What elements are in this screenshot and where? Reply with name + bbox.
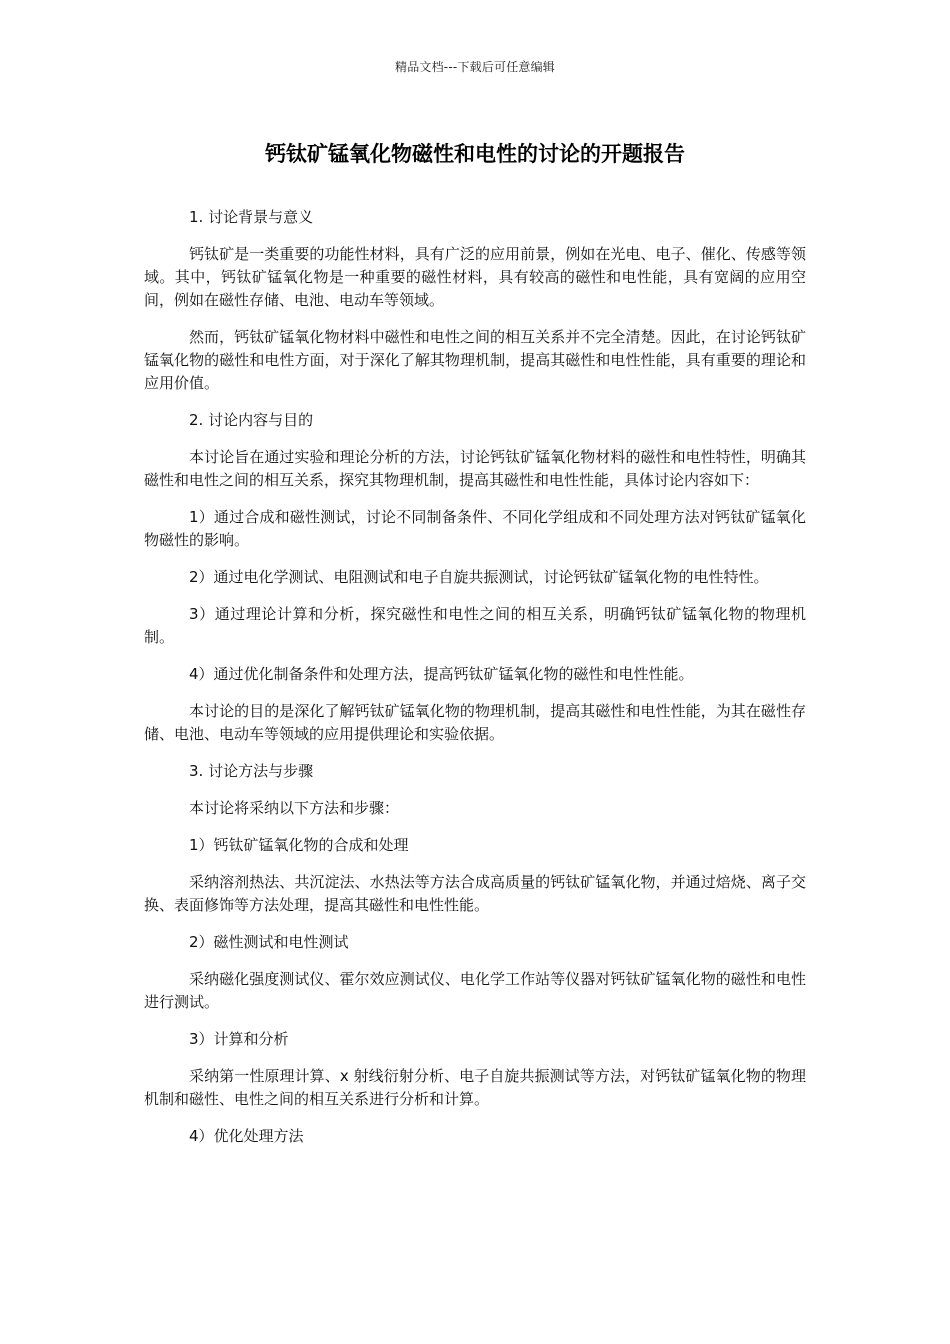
body-paragraph: 本讨论的目的是深化了解钙钛矿锰氧化物的物理机制，提高其磁性和电性性能，为其在磁性存储、电池、电动车等领域的应用提供理论和实验依据。 bbox=[144, 702, 806, 743]
list-item: 1）通过合成和磁性测试，讨论不同制备条件、不同化学组成和不同处理方法对钙钛矿锰氧化物磁性的影响。 bbox=[144, 508, 806, 549]
subheading: 2）磁性测试和电性测试 bbox=[189, 933, 349, 951]
list-item: 3）通过理论计算和分析，探究磁性和电性之间的相互关系，明确钙钛矿锰氧化物的物理机制。 bbox=[144, 605, 806, 646]
section-heading-methods: 3. 讨论方法与步骤 bbox=[189, 762, 314, 780]
body-paragraph: 采纳第一性原理计算、x 射线衍射分析、电子自旋共振测试等方法，对钙钛矿锰氧化物的物理机制和磁性、电性之间的相互关系进行分析和计算。 bbox=[144, 1067, 806, 1108]
list-item: 2）通过电化学测试、电阻测试和电子自旋共振测试，讨论钙钛矿锰氧化物的电性特性。 bbox=[189, 568, 769, 586]
section-heading-content: 2. 讨论内容与目的 bbox=[189, 411, 314, 429]
section-heading-background: 1. 讨论背景与意义 bbox=[189, 208, 314, 226]
body-paragraph: 本讨论将采纳以下方法和步骤： bbox=[189, 799, 400, 817]
subheading: 1）钙钛矿锰氧化物的合成和处理 bbox=[189, 836, 409, 854]
body-paragraph: 然而，钙钛矿锰氧化物材料中磁性和电性之间的相互关系并不完全清楚。因此，在讨论钙钛矿锰氧化物的磁性和电性方面，对于深化了解其物理机制，提高其磁性和电性性能，具有重要的理论和应用价值。 bbox=[144, 328, 806, 392]
list-item: 4）通过优化制备条件和处理方法，提高钙钛矿锰氧化物的磁性和电性性能。 bbox=[189, 665, 694, 683]
page-header-note: 精品文档---下载后可任意编辑 bbox=[395, 60, 555, 74]
body-paragraph: 采纳磁化强度测试仪、霍尔效应测试仪、电化学工作站等仪器对钙钛矿锰氧化物的磁性和电性进行测试。 bbox=[144, 970, 806, 1011]
body-paragraph: 钙钛矿是一类重要的功能性材料，具有广泛的应用前景，例如在光电、电子、催化、传感等领域。其中，钙钛矿锰氧化物是一种重要的磁性材料，具有较高的磁性和电性能，具有宽阔的应用空间，例如在磁性存储、电池、电动车等领域。 bbox=[144, 245, 806, 309]
body-paragraph: 本讨论旨在通过实验和理论分析的方法，讨论钙钛矿锰氧化物材料的磁性和电性特性，明确其磁性和电性之间的相互关系，探究其物理机制，提高其磁性和电性性能，具体讨论内容如下： bbox=[144, 448, 806, 489]
document-body bbox=[144, 206, 806, 1162]
document-title: 钙钛矿锰氧化物磁性和电性的讨论的开题报告 bbox=[265, 142, 685, 166]
subheading: 3）计算和分析 bbox=[189, 1030, 289, 1048]
subheading: 4）优化处理方法 bbox=[189, 1127, 304, 1145]
body-paragraph: 采纳溶剂热法、共沉淀法、水热法等方法合成高质量的钙钛矿锰氧化物，并通过焙烧、离子交换、表面修饰等方法处理，提高其磁性和电性性能。 bbox=[144, 873, 806, 914]
